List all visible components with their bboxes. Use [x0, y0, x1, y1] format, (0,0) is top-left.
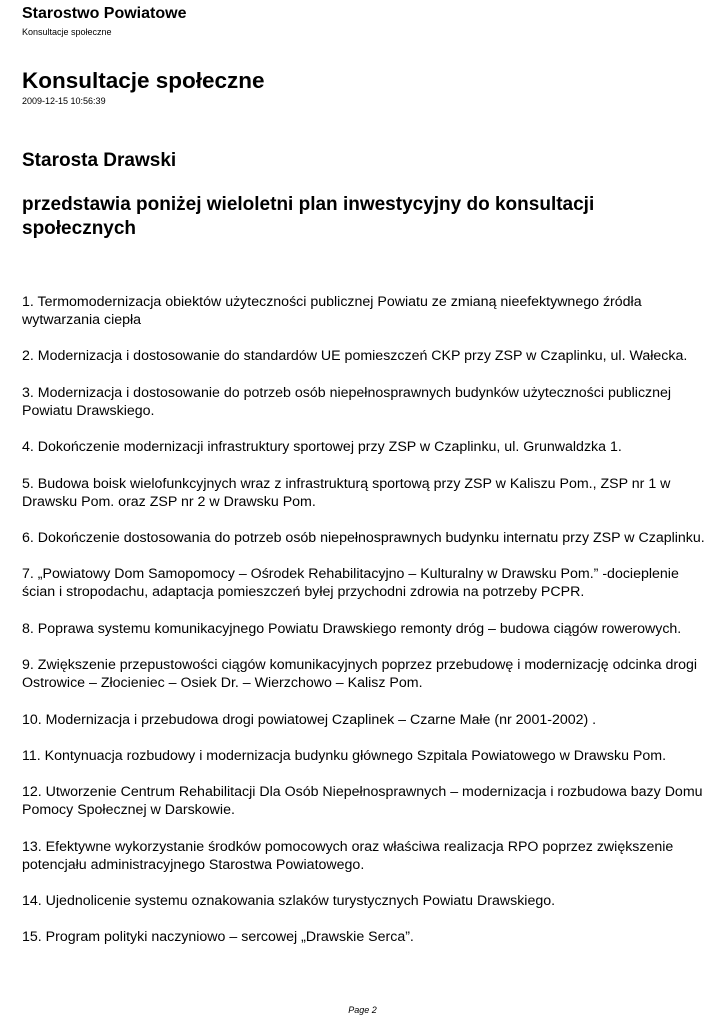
list-item: 14. Ujednolicenie systemu oznakowania szlaków turystycznych Powiatu Drawskiego.	[22, 893, 556, 910]
site-title: Starostwo Powiatowe	[22, 5, 187, 22]
list-item: 15. Program polityki naczyniowo – sercowej „Drawskie Serca”.	[22, 929, 414, 946]
list-item: 4. Dokończenie modernizacji infrastruktury sportowej przy ZSP w Czaplinku, ul. Grunwaldzka 1.	[22, 439, 622, 456]
article-heading-author: Starosta Drawski	[22, 150, 177, 171]
list-item: 2. Modernizacja i dostosowanie do standardów UE pomieszczeń CKP przy ZSP w Czaplinku, ul. Wałecka.	[22, 348, 688, 365]
site-subtitle: Konsultacje społeczne	[22, 27, 112, 37]
list-item: 7. „Powiatowy Dom Samopomocy – Ośrodek Rehabilitacyjno – Kulturalny w Drawsku Pom.” -docieplenie ścian i stropodachu, adaptacja pomieszczeń byłej przychodni zdrowia na potrzeby PCPR.	[22, 566, 679, 601]
page-number: Page 2	[348, 1005, 377, 1015]
list-item: 13. Efektywne wykorzystanie środków pomocowych oraz właściwa realizacja RPO poprzez zwiększenie potencjału administracyjnego Starostwa Powiatowego.	[22, 838, 674, 873]
list-item: 10. Modernizacja i przebudowa drogi powiatowej Czaplinek – Czarne Małe (nr 2001-2002) .	[22, 711, 597, 728]
list-item: 3. Modernizacja i dostosowanie do potrzeb osób niepełnosprawnych budynków użyteczności publicznej Powiatu Drawskiego.	[22, 384, 672, 419]
list-item: 1. Termomodernizacja obiektów użyteczności publicznej Powiatu ze zmianą nieefektywnego źródła wytwarzania ciepła	[22, 294, 642, 328]
list-item: 11. Kontynuacja rozbudowy i modernizacja budynku głównego Szpitala Powiatowego w Drawsku Pom.	[22, 747, 667, 764]
article-heading-intro: przedstawia poniżej wieloletni plan inwestycyjny do konsultacji społecznych	[22, 194, 595, 239]
article-title: Konsultacje społeczne	[22, 68, 265, 93]
list-item: 8. Poprawa systemu komunikacyjnego Powiatu Drawskiego remonty dróg – budowa ciągów rowerowych.	[22, 620, 682, 637]
list-item: 9. Zwiększenie przepustowości ciągów komunikacyjnych poprzez przebudowę i modernizację odcinka drogi Ostrowice – Złocieniec – Osiek Dr. – Wierzchowo – Kalisz Pom.	[22, 657, 698, 692]
investment-plan-list	[22, 293, 712, 965]
list-item: 6. Dokończenie dostosowania do potrzeb osób niepełnosprawnych budynku internatu przy ZSP w Czaplinku.	[22, 529, 705, 546]
list-item: 12. Utworzenie Centrum Rehabilitacji Dla Osób Niepełnosprawnych – modernizacja i rozbudowa bazy Domu Pomocy Społecznej w Darskowie.	[22, 784, 703, 819]
list-item: 5. Budowa boisk wielofunkcyjnych wraz z infrastrukturą sportową przy ZSP w Kaliszu Pom., ZSP nr 1 w Drawsku Pom. oraz ZSP nr 2 w Drawsku Pom.	[22, 475, 671, 510]
article-date: 2009-12-15 10:56:39	[22, 96, 106, 106]
